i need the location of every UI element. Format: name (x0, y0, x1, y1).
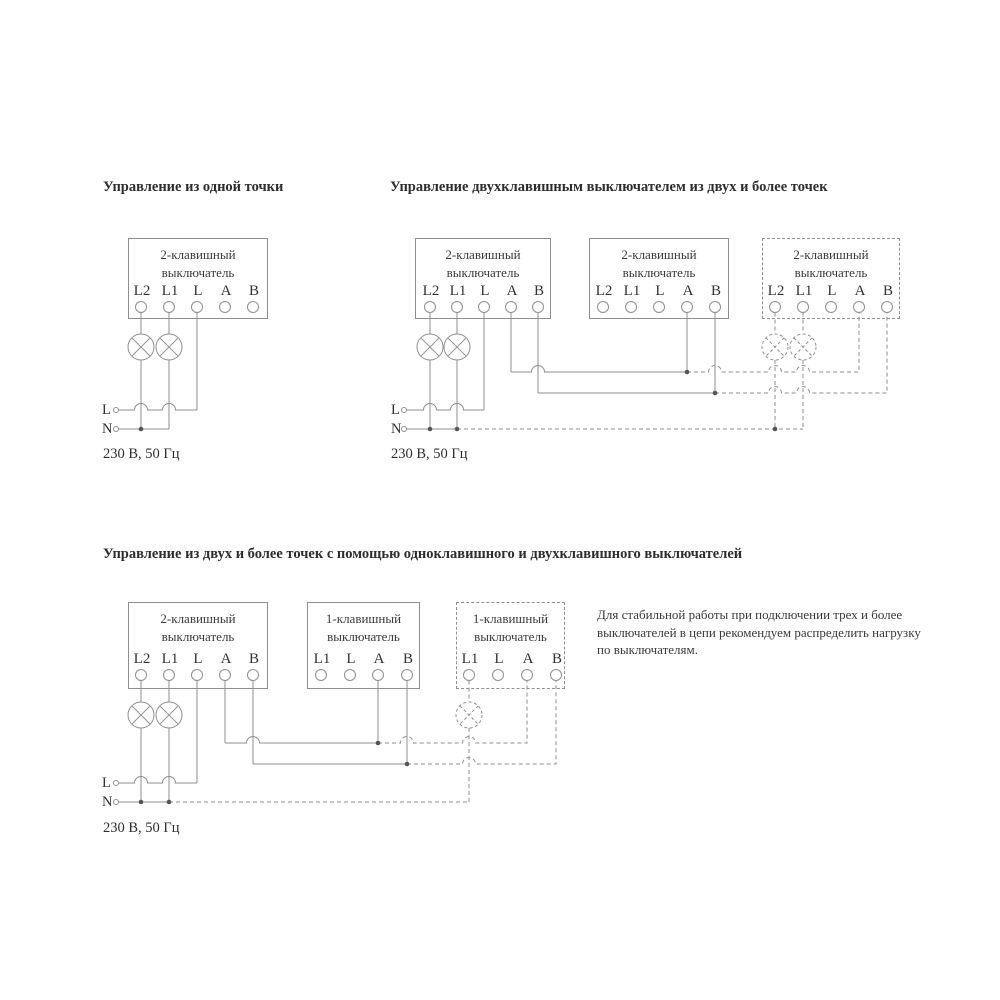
switch-name-line1: 2-клавишный (793, 247, 869, 262)
terminal-label-L: L (193, 651, 203, 667)
switch-name-line2: выключатель (161, 264, 235, 280)
terminal-label-B: B (402, 651, 414, 667)
terminal-label-B: B (533, 283, 545, 299)
terminal-label-L: L (655, 283, 665, 299)
terminal-label-B: B (248, 283, 260, 299)
terminal-label-L2: L2 (767, 283, 785, 299)
terminal-label-L: L (827, 283, 837, 299)
switch-name-line1: 2-клавишный (445, 247, 521, 262)
terminal-label-L2: L2 (133, 283, 151, 299)
terminal-label-A: A (854, 283, 866, 299)
switch-name-line2: выключатель (474, 628, 547, 644)
switch-name-line1: 1-клавишный (472, 611, 549, 626)
terminal-label-L1: L1 (461, 651, 479, 667)
switch-name-line2: выключатель (161, 628, 235, 644)
terminal-label-B: B (710, 283, 722, 299)
diagram2-title: Управление двухклавишным выключателем из двух и более точек (390, 179, 828, 195)
terminal-label-A: A (220, 283, 232, 299)
switch-name-line1: 2-клавишный (160, 247, 236, 262)
stability-note: Для стабильной работы при подключении трех и более выключателей в цепи рекомендуем распределить нагрузку по выключателям. (597, 607, 921, 657)
terminal-label-L: L (346, 651, 356, 667)
neutral-label: N (102, 794, 113, 810)
switch-name-line2: выключатель (622, 264, 696, 280)
phase-label: L (102, 402, 111, 418)
switch-name-line1: 2-клавишный (621, 247, 697, 262)
switch-name-line1: 2-клавишный (160, 611, 236, 626)
diagram1-title: Управление из одной точки (103, 179, 284, 195)
terminal-label-A: A (682, 283, 694, 299)
phase-label: L (102, 775, 111, 791)
voltage-caption: 230 В, 50 Гц (103, 446, 180, 462)
terminal-label-L2: L2 (133, 651, 151, 667)
terminal-label-L: L (193, 283, 203, 299)
switch-name-line2: выключатель (327, 628, 400, 644)
diagram3-title: Управление из двух и более точек с помощью одноклавишного и двухклавишного выключателей (103, 546, 743, 562)
terminal-label-L1: L1 (795, 283, 813, 299)
terminal-label-L2: L2 (595, 283, 613, 299)
terminal-label-A: A (506, 283, 518, 299)
terminal-label-L1: L1 (313, 651, 331, 667)
terminal-label-B: B (248, 651, 260, 667)
terminal-label-L: L (480, 283, 490, 299)
terminal-label-L1: L1 (161, 651, 179, 667)
voltage-caption: 230 В, 50 Гц (391, 446, 468, 462)
neutral-label: N (391, 421, 402, 437)
terminal-label-A: A (220, 651, 232, 667)
switch-name-line2: выключатель (446, 264, 520, 280)
terminal-label-L1: L1 (449, 283, 467, 299)
terminal-label-L2: L2 (422, 283, 440, 299)
neutral-label: N (102, 421, 113, 437)
switch-name-line2: выключатель (794, 264, 868, 280)
terminal-label-L1: L1 (623, 283, 641, 299)
terminal-label-L: L (494, 651, 504, 667)
terminal-label-A: A (373, 651, 385, 667)
phase-label: L (391, 402, 400, 418)
terminal-label-B: B (551, 651, 563, 667)
switch-name-line1: 1-клавишный (325, 611, 402, 626)
terminal-label-A: A (522, 651, 534, 667)
terminal-label-L1: L1 (161, 283, 179, 299)
terminal-label-B: B (882, 283, 894, 299)
voltage-caption: 230 В, 50 Гц (103, 820, 180, 836)
